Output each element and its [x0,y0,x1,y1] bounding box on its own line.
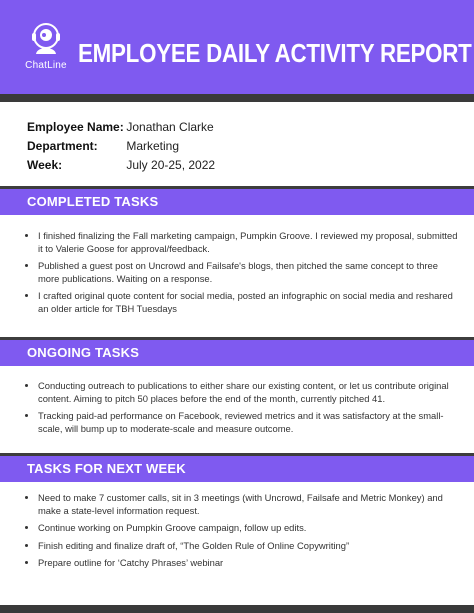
list-item: • I finished finalizing the Fall marketing campaign, Pumpkin Groove. I reviewed my proposal, submitted it to Valerie Goose for approval/feedback. [38,230,458,255]
logo-brand-text: ChatLine [25,60,67,71]
report-header [0,0,474,94]
info-row-week [27,156,215,175]
page-title: EMPLOYEE DAILY ACTIVITY REPORT [78,38,472,68]
section-header-next-week [0,453,474,482]
section-title: COMPLETED TASKS [27,194,159,209]
list-item: • I crafted original quote content for social media, posted an infographic on social media and reshared an older article for TBH Tuesdays [38,290,458,315]
info-row-name [27,118,215,137]
list-item: • Finish editing and finalize draft of, “The Golden Rule of Online Copywriting” [38,540,458,553]
info-row-department [27,137,215,156]
chatline-logo [18,22,74,78]
section-header-completed [0,186,474,215]
list-item: • Continue working on Pumpkin Groove campaign, follow up edits. [38,522,458,535]
next-week-task-list [24,492,458,575]
footer-bar [0,605,474,613]
info-value: Jonathan Clarke [126,120,214,134]
info-label: Department: [27,139,98,153]
section-title: ONGOING TASKS [27,345,140,360]
list-item: • Need to make 7 customer calls, sit in 3 meetings (with Uncrowd, Failsafe and Metric Monkey) and make a state-level information request. [38,492,458,517]
list-item: • Conducting outreach to publications to either share our existing content, or let us contribute original content. Aiming to pitch 50 places before the end of the month, currently pitched 41. [38,380,458,405]
completed-task-list [24,230,458,321]
section-header-ongoing [0,337,474,366]
info-value: Marketing [126,139,180,153]
section-title: TASKS FOR NEXT WEEK [27,461,186,476]
headset-person-icon [29,22,63,56]
header-divider [0,94,474,102]
list-item: • Published a guest post on Uncrowd and Failsafe's blogs, then pitched the same concept to three more publications. Waiting on a response. [38,260,458,285]
employee-info [27,118,215,175]
info-label: Week: [27,158,63,172]
ongoing-task-list [24,380,458,440]
info-value: July 20-25, 2022 [126,158,216,172]
info-label: Employee Name: [27,120,124,134]
list-item: • Prepare outline for ‘Catchy Phrases’ webinar [38,557,458,570]
list-item: • Tracking paid-ad performance on Facebook, reviewed metrics and it was satisfactory at the small-scale, will bump up to moderate-scale and measure outcome. [38,410,458,435]
